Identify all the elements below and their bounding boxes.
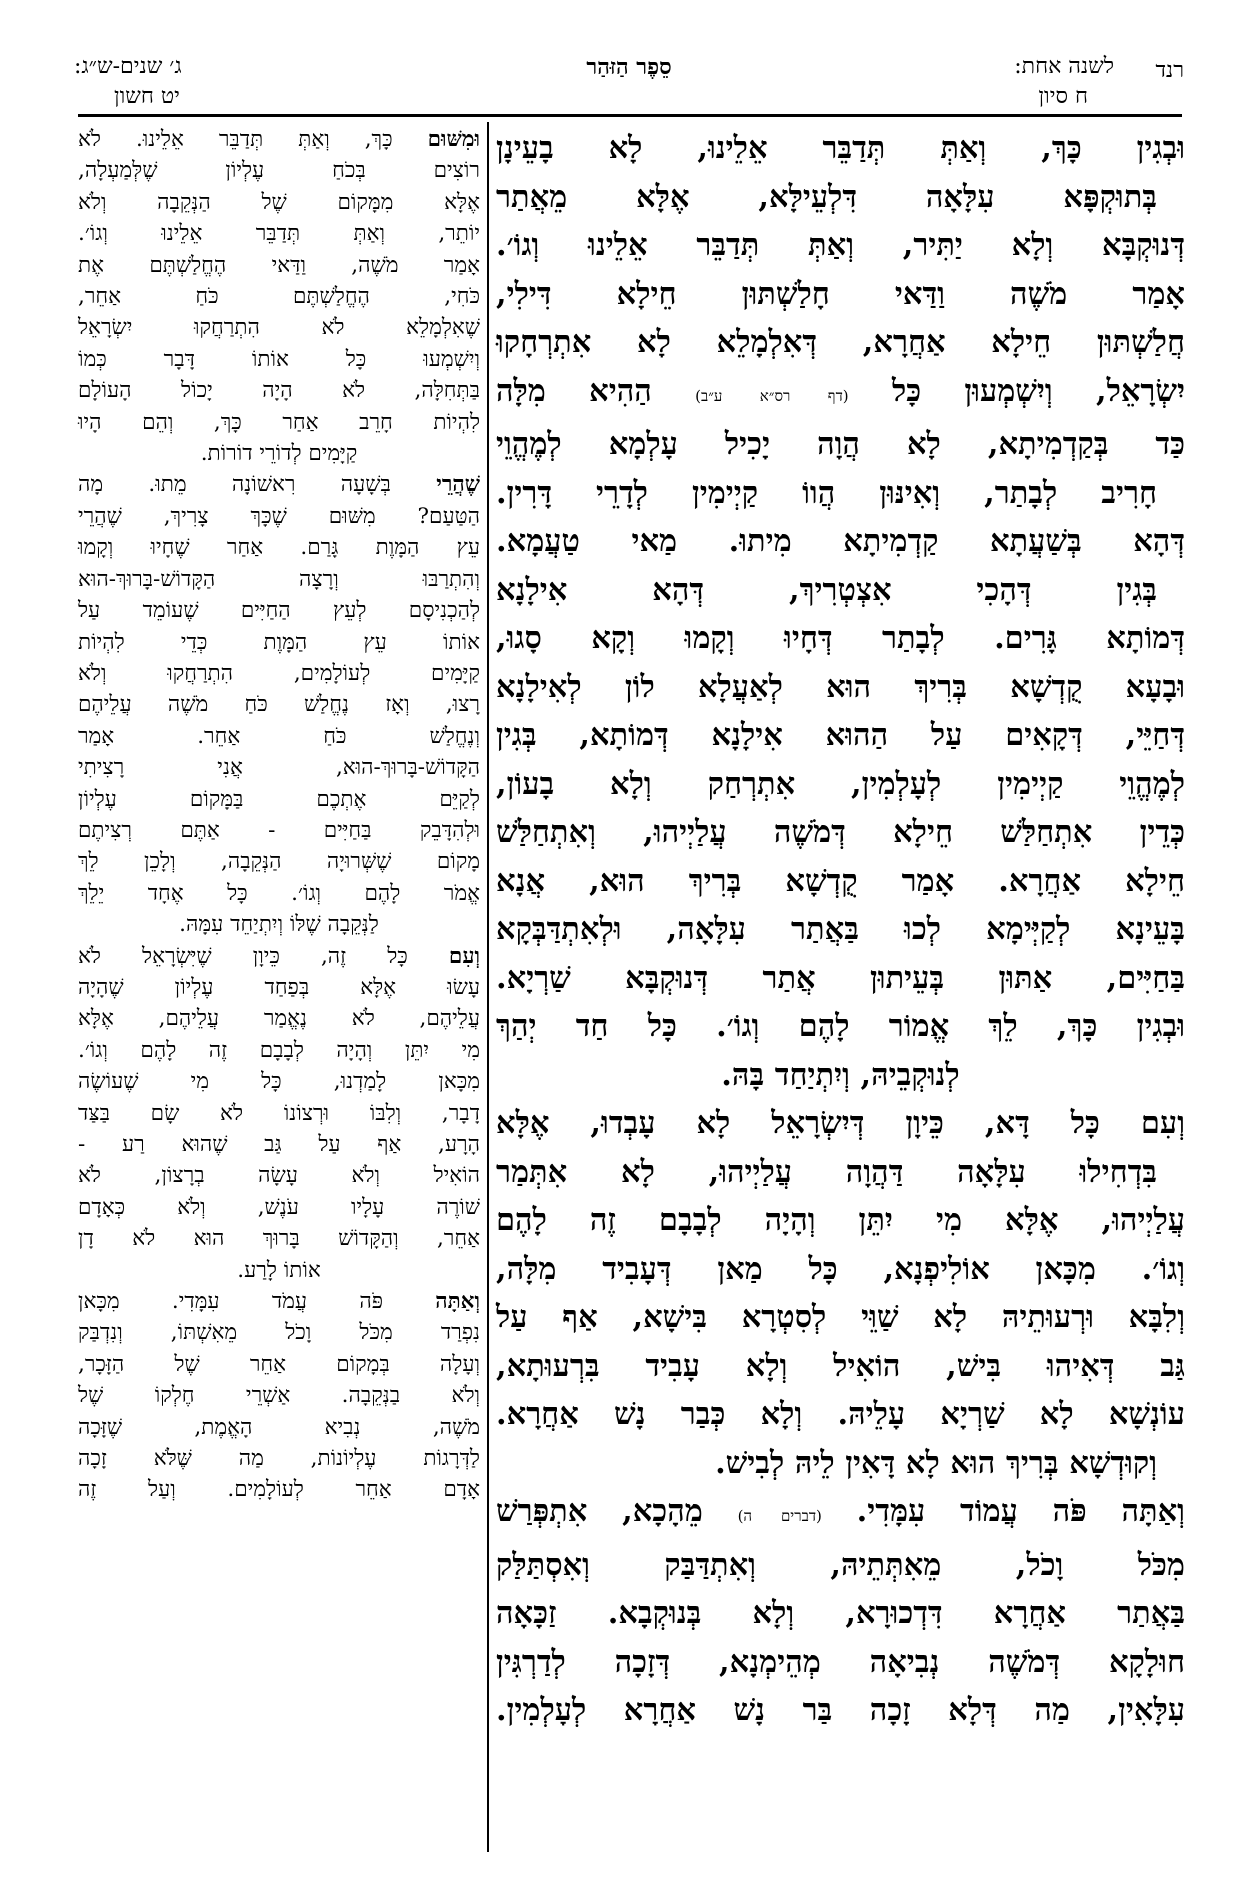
- side-line: אֱמֹר לָהֶם וְגוֹ׳. כָּל אֶחָד יֵלֵךְ: [78, 880, 480, 906]
- side-line: וְנֶחֱלַשׁ כֹּחַ אַחֵר. אָמַר: [78, 723, 480, 749]
- main-line: חוּלָקָא דְּמֹשֶׁה נְבִיאָה מְהֵימְנָא, דְּזָכָה לְדַרְגִּין: [496, 1643, 1185, 1680]
- side-line: יוֹתֵר, וְאַתְּ תְּדַבֵּר אֵלֵינוּ וְגוֹ׳.: [78, 221, 480, 247]
- aramaic-text-column: [496, 124, 1185, 1864]
- main-line: וְגוֹ׳. מִכָּאן אוֹלִיפְנָא, כָּל מַאן דְּעָבִיד מִלָּה,: [496, 1250, 1185, 1287]
- main-line: כְּדֵין אִתְחַלַּשׁ חֵילָא דְּמֹשֶׁה עֲלַיְיהוּ, וְאִתְחַלַּשׁ: [496, 814, 1185, 850]
- main-line: גַּב דְּאִיהוּ בִּישׁ, הוֹאִיל וְלָא עָבִיד בִּרְעוּתָא,: [496, 1347, 1185, 1384]
- side-line: דָבָר, וְלִבּוֹ וּרְצוֹנוֹ לֹא שָׂם בַּצַּד: [78, 1100, 480, 1126]
- main-line: בְּגִין דְּהָכִי אִצְטְרִיךְ, דְּהָא אִילָנָא: [496, 571, 1157, 608]
- main-line: עֲלַיְיהוּ, אֶלָּא מִי יִתֵּן וְהָיָה לְבָבָם זֶה לָהֶם: [496, 1202, 1185, 1238]
- main-line: וְקוּדְשָׁא בְּרִיךְ הוּא לָא דָּאִין לֵיהּ לְבִישׁ.: [715, 1444, 1157, 1481]
- main-line: עִלָּאִין, מַה דְּלָא זָכָה בַּר נָשׁ אַחֲרָא לְעָלְמִין.: [496, 1692, 1185, 1728]
- main-line: יִשְׂרָאֵל, וְיִשְׁמְעוּן כָּל (דף רס״א ע״ב) הַהִיא מִלָּה: [496, 372, 1185, 409]
- paragraph-opener: וְעִם: [448, 943, 480, 969]
- side-line: עֵץ הַמָּוֶת גָּרַם. אַחַר שֶׁחָיוּ וְקָמוּ: [78, 535, 480, 561]
- side-line: קַיָּמִים לְדוֹרֵי דוֹרוֹת.: [200, 441, 358, 467]
- side-line: לְהַכְנִיסָם לְעֵץ הַחַיִּים שֶׁעוֹמֵד עַל: [78, 598, 480, 624]
- side-line: אוֹתוֹ לָרַע.: [237, 1257, 321, 1283]
- hebrew-translation-column: [78, 124, 480, 1864]
- paragraph-opener: וְאַתָּה: [435, 1289, 480, 1315]
- main-line: דְּחַיֵּי, דְּקָאִים עַל הַהוּא אִילָנָא דְּמוֹתָא, בְּגִין: [496, 717, 1185, 753]
- side-line: הַטַּעַם? מִשּׁוּם שֶׁכָּךְ צָרִיךְ, שֶׁהֲרֵי: [78, 503, 480, 529]
- side-line: אַחֵר, וְהַקָּדוֹשׁ בָּרוּךְ הוּא לֹא דָן: [78, 1226, 480, 1252]
- main-line: חֵילָא אַחֲרָא. אָמַר קֻדְשָׁא בְּרִיךְ הוּא, אֲנָא: [496, 862, 1185, 899]
- main-line: בַּחַיִּים, אַתּוּן בְּעֵיתוּן אֲתַר דְּנוּקְבָּא שַׁרְיָא.: [496, 959, 1185, 996]
- verse-reference: (דברים ה): [737, 1507, 822, 1525]
- side-line: וְהִתְרַבּוּ וְרָצָה הַקָּדוֹשׁ-בָּרוּךְ-הוּא: [78, 566, 480, 592]
- side-line: נִפְרַד מִכֹּל וָכֹל מֵאִשְׁתּוֹ, וְנִדְבַּק: [78, 1320, 480, 1346]
- study-schedule-one-year: לשנה אחת:: [1014, 54, 1114, 79]
- side-line: לַדְּרָגוֹת עֶלְיוֹנוֹת, מַה שֶּׁלֹּא זָכָה: [78, 1446, 480, 1472]
- side-line: וְעִם כָּל זֶה, כֵּיוָן שֶׁיִּשְׂרָאֵל לֹא: [78, 943, 480, 969]
- book-title: סֵפֶר הַזּהַר: [586, 54, 672, 80]
- side-line: לִהְיוֹת חָרֵב אַחַר כָּךְ, וְהֵם הָיוּ: [78, 409, 480, 435]
- paragraph-opener: שֶׁהֲרֵי: [436, 472, 480, 498]
- main-line: וּבְגִין כָּךְ, לֵךְ אֱמוֹר לָהֶם וְגוֹ׳. כָּל חַד יְהַךְ: [496, 1008, 1185, 1044]
- main-line: בְּתוּקְפָּא עִלָּאָה דִּלְעֵילָּא, אֶלָּא מֵאֲתַר: [496, 178, 1157, 215]
- main-line: לְנוּקְבֵיהּ, וְיִתְיַחַד בָּהּ.: [721, 1056, 960, 1093]
- main-line: וְאַתָּה פֹּה עֲמוֹד עִמָּדִי. (דברים ה) מֵהָכָא, אִתְפְּרַשׁ: [496, 1493, 1185, 1529]
- side-line: אוֹתוֹ עֵץ הַמָּוֶת כְּדֵי לִהְיוֹת: [78, 629, 480, 655]
- side-line: רוֹצִים בְּכֹחַ עֶלְיוֹן שֶׁלְּמַעְלָה,: [78, 158, 480, 184]
- main-line: מִכֹּל וָכֹל, מֵאִתְּתֵיהּ, וְאִתְדַּבַּק וְאִסְתַּלַּק: [496, 1546, 1185, 1583]
- main-line: בִּדְחִילוּ עִלָּאָה דַּהֲוָה עֲלַיְיהוּ, לָא אִתְּמַר: [496, 1153, 1157, 1190]
- main-line: וּבְגִין כָּךְ, וְאַתְּ תְּדַבֵּר אֵלֵינוּ, לָא בָעֵינָן: [496, 130, 1185, 166]
- side-line: אָדָם אַחֵר לְעוֹלָמִים. וְעַל זֶה: [78, 1477, 480, 1503]
- side-line: וְיִשְׁמְעוּ כָּל אוֹתוֹ דָּבָר כְּמוֹ: [78, 346, 480, 372]
- side-line: רָצוּ, וְאָז נֶחֱלַשׁ כֹּחַ מֹשֶׁה עֲלֵיהֶם: [78, 692, 480, 718]
- main-line: לְמֶהֱוֵי קַיְימִין לְעָלְמִין, אִתְרְחַק וְלָא בָעוֹן,: [496, 765, 1185, 802]
- side-line: וְאַתָּה פֹּה עֲמֹד עִמָּדִי. מִכָּאן: [78, 1289, 480, 1315]
- side-line: מֹשֶׁה, נְבִיא הָאֱמֶת, שֶׁזָּכָה: [78, 1414, 480, 1440]
- study-date-one-year: ח סיון: [1038, 84, 1088, 109]
- side-line: קַיָּמִים לְעוֹלָמִים, הִתְרַחֲקוּ וְלֹא: [78, 660, 480, 686]
- side-line: לְקַיֵּם אֶתְכֶם בַּמָּקוֹם עֶלְיוֹן: [78, 786, 480, 812]
- side-line: וְלֹא בַנְּקֵבָה. אַשְׁרֵי חֶלְקוֹ שֶׁל: [78, 1383, 480, 1409]
- main-line: חֲלַשְׁתּוּן חֵילָא אַחֲרָא, דְּאִלְמָלֵא לָא אִתְרְחָקוּ: [496, 324, 1185, 360]
- main-line: דְּמוֹתָא גָּרִים. לְבָתַר דְּחָיוּ וְקָמוּ וְקָא סָגוּ,: [496, 620, 1185, 656]
- side-line: בַּתְּחִלָּה, לֹא הָיָה יָכוֹל הָעוֹלָם: [78, 378, 480, 404]
- side-line: אֶלָּא מִמָּקוֹם שֶׁל הַנְּקֵבָה וְלֹא: [78, 189, 480, 215]
- main-line: אָמַר מֹשֶׁה וַדַּאי חָלַשְׁתּוּן חֵילָא דִּילִי,: [496, 275, 1185, 312]
- side-line: שֶׁאִלְמָלֵא לֹא הִתְרַחֲקוּ יִשְׂרָאֵל: [78, 315, 480, 341]
- side-line: לַנְּקֵבָה שֶׁלּוֹ וְיִתְיַחֵד עִמָּהּ.: [179, 912, 379, 938]
- main-line: וּבָעָא קֻדְשָׁא בְּרִיךְ הוּא לְאַעֲלָא לוֹן לְאִילָנָא: [496, 668, 1185, 705]
- main-line: כַּד בְּקַדְמִיתָא, לָא הֲוָה יָכִיל עָלְמָא לְמֶהֱוֵי: [496, 426, 1185, 462]
- side-line: וְעָלָה בְּמָקוֹם אַחֵר שֶׁל הַזָּכָר,: [78, 1351, 480, 1377]
- side-line: מִי יִתֵּן וְהָיָה לְבָבָם זֶה לָהֶם וְגוֹ׳.: [78, 1037, 480, 1063]
- side-line: כֹּחִי, הֶחֱלַשְׁתֶּם כֹּחַ אַחֵר,: [78, 284, 480, 310]
- page-header: [74, 54, 1184, 114]
- side-line: עֲלֵיהֶם, לֹא נֶאֱמַר עֲלֵיהֶם, אֶלָּא: [78, 1006, 480, 1032]
- main-line: וְלִבָּא וּרְעוּתֵיהּ לָא שַׁוֵּי לְסִטְרָא בִּישָׁא, אַף עַל: [496, 1299, 1185, 1335]
- header-rule: [78, 114, 1182, 117]
- study-schedule-three-years: ג׳ שנים-ש״ג:: [74, 54, 182, 79]
- side-line: הַקָּדוֹשׁ-בָּרוּךְ-הוּא, אֲנִי רָצִיתִי: [78, 755, 480, 781]
- side-line: וּלְהִדָּבֵק בַּחַיִּים - אַתֶּם רְצִיתֶם: [78, 817, 480, 843]
- main-line: עוֹנְשָׁא לָא שַׁרְיָא עָלֵיהּ. וְלָא כְּבַר נָשׁ אַחֲרָא.: [496, 1396, 1185, 1432]
- main-line: וְעִם כָּל דָּא, כֵּיוָן דְּיִשְׂרָאֵל לָא עָבְדוּ, אֶלָּא: [496, 1105, 1185, 1141]
- side-line: וּמִשּׁוּם כָּךְ, וְאַתְּ תְּדַבֵּר אֵלֵינוּ. לֹא: [78, 127, 480, 152]
- side-line: עָשׂוּ אֶלָּא בְּפַחַד עֶלְיוֹן שֶׁהָיָה: [78, 974, 480, 1000]
- main-line: בַּאֲתַר אַחֲרָא דִּדְכוּרָא, וְלָא בְּנוּקְבָא. זַכָּאָה: [496, 1595, 1185, 1631]
- side-line: הָרָע, אַף עַל גַּב שֶׁהוּא רַע -: [78, 1132, 480, 1157]
- column-divider: [487, 122, 489, 1852]
- study-date-three-years: יט חשון: [114, 84, 180, 109]
- side-line: מִכָּאן לָמַדְנוּ, כָּל מִי שֶׁעוֹשֶׂה: [78, 1069, 480, 1095]
- side-line: הוֹאִיל וְלֹא עָשָׂה בְרָצוֹן, לֹא: [78, 1163, 480, 1189]
- folio-reference: (דף רס״א ע״ב): [695, 386, 849, 405]
- main-line: דְּנוּקְבָּא וְלָא יַתִּיר, וְאַתְּ תְּדַבֵּר אֵלֵינוּ וְגוֹ׳.: [496, 227, 1185, 263]
- side-line: אָמַר מֹשֶׁה, וַדַּאי הֶחֱלַשְׁתֶּם אֶת: [78, 252, 480, 278]
- main-line: חָרִיב לְבָתַר, וְאִינּוּן הֲווֹ קַיְימִין לְדָרֵי דָּרִין.: [496, 474, 1157, 511]
- side-line: שֶׁהֲרֵי בְּשָׁעָה רִאשׁוֹנָה מֵתוּ. מָה: [78, 472, 480, 498]
- side-line: מָקוֹם שֶׁשְּׁרוּיָה הַנְּקֵבָה, וְלָכֵן לֵךְ: [78, 849, 480, 875]
- paragraph-opener: וּמִשּׁוּם: [427, 127, 480, 152]
- main-line: בָּעֵינָא לְקַיְּימָא לְכוּ בַּאֲתַר עִלָּאָה, וּלְאִתְדַּבְּקָא: [496, 911, 1185, 947]
- main-line: דְּהָא בְּשַׁעֲתָא קַדְמִיתָא מִיתוּ. מַאי טַעֲמָא.: [496, 523, 1185, 559]
- side-line: שׁוֹרֶה עָלָיו עֹנֶשׁ, וְלֹא כְּאָדָם: [78, 1194, 480, 1220]
- page-number: רנד: [1155, 58, 1184, 83]
